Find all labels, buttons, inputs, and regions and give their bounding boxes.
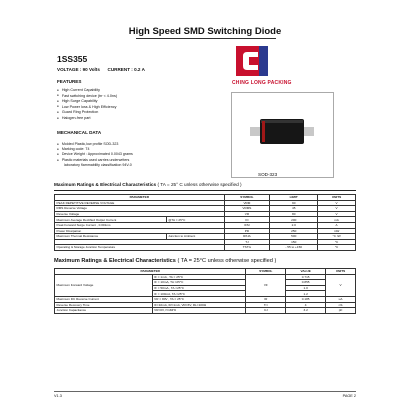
symbol-cell: Trr — [246, 302, 286, 308]
ratings-note-1: ( TA = 25° C unless otherwise specified ) — [157, 182, 242, 187]
symbol-cell: VRMS — [224, 206, 270, 212]
limit-cell: 2.0 — [270, 222, 318, 228]
symbol-cell: IO — [224, 217, 270, 223]
symbol-cell: RθJA — [224, 234, 270, 240]
mechanical-item-continuation: laboratory flammability classification 94V-0 — [64, 162, 132, 167]
feature-item: ● Low Power loss & High Efficiency — [57, 105, 117, 111]
symbol-cell: VR — [224, 211, 270, 217]
unit-cell: mW — [318, 228, 356, 234]
header-parameter: PARAMETER — [55, 269, 246, 275]
condition-cell: VR = 80V , TA = 25°C — [152, 296, 246, 302]
limit-cell: 150 — [270, 239, 318, 245]
feature-item: ● High Surge Capability — [57, 99, 117, 105]
condition-cell: IF = 10mA, TA =25°C — [152, 280, 246, 286]
limit-cell: 80 — [270, 211, 318, 217]
condition-cell: VR=0V, f=1MHz — [152, 308, 246, 314]
parameter-cell: Junction Capacitance — [55, 308, 153, 314]
condition-cell: IF = 50mA , TA =25°C — [152, 285, 246, 291]
mechanical-list — [57, 142, 133, 168]
limit-cell: 90 — [270, 200, 318, 206]
footer-version: V1.3 — [54, 394, 62, 398]
unit-cell: uA — [326, 296, 356, 302]
sod323-package-icon — [232, 93, 333, 177]
mechanical-item: ● Device Weight : Approximated 0.0043 grams — [57, 152, 133, 157]
limit-cell: 500 — [270, 234, 318, 240]
condition-cell: @TA = 25°C — [166, 217, 224, 223]
mechanical-item: ● Molded Plastic,low profile SOD-323 — [57, 142, 133, 147]
value-cell: 1.2 — [286, 291, 326, 297]
voltage-current-spec: VOLTAGE : 90 Volts CURRENT : 0.2 A — [57, 67, 145, 72]
unit-cell: V — [318, 211, 356, 217]
symbol-cell: PD — [224, 228, 270, 234]
condition-cell: Junction to Ambient — [166, 234, 224, 240]
symbol-cell: TSTG — [224, 245, 270, 251]
symbol-cell: VF — [246, 274, 286, 296]
ratings-title-2: Maximum Ratings & Electrical Characteristics ( TA = 25°C unless otherwise specified ) — [54, 258, 277, 264]
unit-cell: V — [318, 200, 356, 206]
parameter-cell: Maximum Average Rectified Output Current — [55, 217, 167, 223]
features-list — [57, 88, 117, 122]
ratings-title-1: Maximum Ratings & Electrical Characteristics ( TA = 25° C unless otherwise specified ) — [54, 182, 242, 187]
max-ratings-table — [54, 194, 356, 251]
unit-cell: °C /W — [318, 234, 356, 240]
symbol-cell: VRM — [224, 200, 270, 206]
feature-item: ● High Current Capability — [57, 88, 117, 94]
features-heading: FEATURES — [57, 79, 82, 84]
brand-name: CHING LONG PACKING — [232, 80, 292, 86]
mechanical-item: ● Plastic materials used carries underwriters — [57, 158, 133, 163]
unit-cell: V — [326, 274, 356, 296]
part-number: 1SS355 — [57, 54, 88, 64]
value-cell: 0.715 — [286, 274, 326, 280]
cl-logo-icon — [236, 46, 268, 76]
unit-cell: pF — [326, 308, 356, 314]
condition-cell: IF = 1mA , TA = 25°C — [152, 274, 246, 280]
unit-cell: nS — [326, 302, 356, 308]
condition-cell: IF = 100mA, TA =25°C — [152, 291, 246, 297]
value-cell: 0.185 — [286, 296, 326, 302]
limit-cell: 45 — [270, 206, 318, 212]
section1-rule — [54, 190, 356, 191]
mechanical-heading: MECHANICAL DATA — [57, 130, 102, 135]
header-symbol: SYMBOL — [224, 195, 270, 201]
value-cell: 1.0 — [286, 285, 326, 291]
header-symbol: SYMBOL — [246, 269, 286, 275]
parameter-cell: Maximum DC Reverse Current — [55, 296, 153, 302]
unit-cell: °C — [318, 245, 356, 251]
parameter-cell: Operating & Storage Junction Temperature — [55, 245, 225, 251]
table-row — [55, 308, 356, 314]
header-value: VALUE — [286, 269, 326, 275]
symbol-cell: CJ — [246, 308, 286, 314]
mechanical-item: ● Marking code: T4 — [57, 147, 133, 152]
condition-cell: IF=10mA, IR=1mA, VR=6V, RL=100Ω — [152, 302, 246, 308]
parameter-cell: Power Dissipation — [55, 228, 225, 234]
value-cell: 3.2 — [286, 308, 326, 314]
table-row — [55, 245, 356, 251]
title-underline — [136, 38, 276, 39]
parameter-cell: Maximum Thermal Resistance — [55, 234, 167, 240]
header-units: UNITS — [318, 195, 356, 201]
parameter-cell: RMS Reverse Voltage — [55, 206, 225, 212]
ratings-note-2: ( TA = 25°C unless otherwise specified ) — [177, 258, 277, 264]
symbol-cell: IR — [246, 296, 286, 302]
limit-cell: 250 — [270, 228, 318, 234]
footer-page: PAGE 2 — [342, 394, 356, 398]
value-cell: 0.855 — [286, 280, 326, 286]
parameter-cell: Maximum Forward Voltage — [55, 274, 153, 296]
page-title: High Speed SMD Switching Diode — [128, 26, 282, 37]
parameter-cell: Peak Forward Surge Current , 0.001ms — [55, 222, 225, 228]
parameter-cell: Reverse Recovery Time — [55, 302, 153, 308]
feature-item: ● Fast switching device (trr < 4.0ns) — [57, 94, 117, 100]
symbol-cell: TJ — [224, 239, 270, 245]
feature-item: ● Halogen-free part — [57, 116, 117, 122]
header-limit: LIMIT — [270, 195, 318, 201]
unit-cell: V — [318, 206, 356, 212]
symbol-cell: IFM — [224, 222, 270, 228]
parameter-cell: Reverse Voltage — [55, 211, 225, 217]
limit-cell: - 55 to +150 — [270, 245, 318, 251]
header-parameter: PARAMETER — [55, 195, 225, 201]
limit-cell: 200 — [270, 217, 318, 223]
unit-cell: A — [318, 222, 356, 228]
value-cell: 4 — [286, 302, 326, 308]
feature-item: ● Guard Ring Protection — [57, 110, 117, 116]
header-units: UNITS — [326, 269, 356, 275]
package-label: SOD-323 — [258, 172, 278, 177]
package-image-frame — [231, 92, 334, 178]
electrical-characteristics-table — [54, 268, 356, 314]
footer-rule — [54, 391, 356, 392]
unit-cell: mA — [318, 217, 356, 223]
parameter-cell: PEAK REPETITIVE REVERSE VOLTAGE — [55, 200, 225, 206]
unit-cell: °C — [318, 239, 356, 245]
